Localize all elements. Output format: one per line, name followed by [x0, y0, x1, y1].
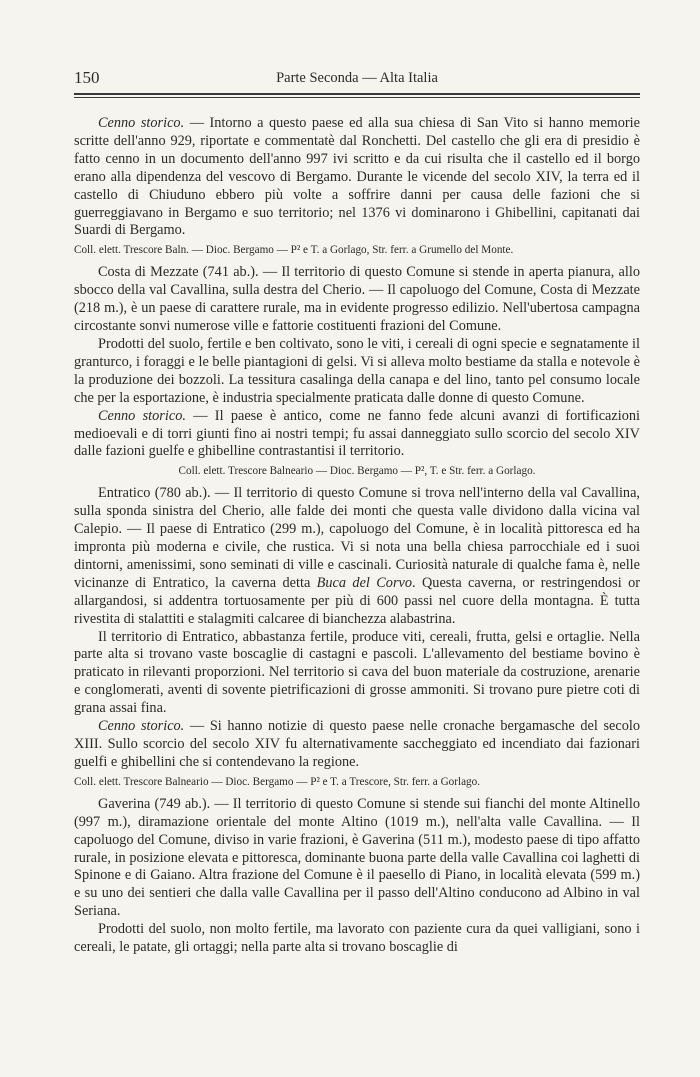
paragraph-prodotti: Prodotti del suolo, fertile e ben coltivato, sono le viti, i cereali di ogni specie e segnatamente il granturco, i foraggi e le belle piantagioni di gelsi. Vi si alleva molto bestiame da stalla e notevole è la produzione dei bozzoli. La tessitura casalinga della canapa e del lino, tanto pel consumo locale che per la esportazione, è industria specialmente praticata dalle donne di questo Comune.	[74, 335, 640, 406]
header-rule-thick	[74, 93, 640, 95]
paragraph-label: Cenno storico.	[98, 115, 185, 131]
paragraph-cenno-storico	[74, 718, 640, 772]
entry-costa-di-mezzate	[74, 264, 640, 336]
paragraph-text: — Intorno a questo paese ed alla sua chiesa di San Vito si hanno memorie scritte dell'anno 929, riportate e commentatè dal Ronchetti. Del castello che gli era di presidio è fatto cenno in un documento dell'anno 997 ivi scritto e da cui risulta che il castello ed il borgo erano alla dipendenza del vescovo di Bergamo. Durante le vicende del secolo XIV, la terra ed il castello di Chiuduno ebbero più volte a soffrire danni per causa delle fazioni che si guerreggiavano in Bergamo e suo territorio; nel 1376 vi dominarono i Ghibellini, capitanati dai Suardi di Bergamo.	[74, 115, 640, 239]
page-number: 150	[74, 68, 100, 87]
page-header	[74, 68, 640, 88]
entry-title: Costa di Mezzate	[98, 264, 199, 281]
collegio-info-line: Coll. elett. Trescore Baln. — Dioc. Bergamo — P² e T. a Gorlago, Str. ferr. a Grumello del Monte.	[74, 244, 514, 257]
paragraph-label: Cenno storico.	[98, 718, 185, 735]
paragraph-label: Cenno storico.	[98, 407, 186, 424]
paragraph-text: — Si hanno notizie di questo paese nelle cronache bergamasche del secolo XIII. Sullo scorcio del secolo XIV fu alternativamente saccheggiato ed incendiato dai fazionari guelfi e ghibellini che si contendevano la regione.	[74, 718, 640, 770]
running-title: Parte Seconda — Alta Italia	[276, 70, 438, 86]
entry-title: Gaverina	[98, 795, 151, 812]
paragraph-text: (780 ab.). — Il territorio di questo Comune si trova nell'interno della val Cavallina, sulla sponda sinistra del Cherio, alle falde dei monti che questa valle dividono dalla vicina val Calepio. — Il paese di Entratico (299 m.), capoluogo del Comune, è in località pittoresca ed ha impronta più moderna e civile, che rustica. Vi si nota una bella chiesa parrocchiale ed i suoi dintorni, amenissimi, sono seminati di ville e cascinali. Curiosità naturale di qualche fama è, nelle vicinanze di Entratico, la caverna detta	[74, 485, 640, 591]
paragraph-prodotti: Prodotti del suolo, non molto fertile, ma lavorato con paziente cura da quei valligiani, sono i cereali, le patate, gli ortaggi; nella parte alta si trovano boscaglie di	[74, 921, 640, 956]
paragraph-text-cont: . Questa caverna, or restringendosi or allargandosi, si addentra tortuosamente per più di 600 passi nel cuore della montagna. È tutta rivestita di stalattiti e stalagmiti calcaree di bianchezza alabastrina.	[74, 574, 641, 627]
header-rule-thin	[74, 97, 640, 98]
entry-entratico	[74, 485, 640, 628]
paragraph-territorio: Il territorio di Entratico, abbastanza fertile, produce viti, cereali, frutta, gelsi e ortaglie. Nella parte alta si trovano vaste boscaglie di castagni e pascoli. L'allevamento del bestiame bovino è praticato in rilevanti proporzioni. Nel territorio si cava del buon materiale da costruzione, arenarie e conglomerati, aventi di sovente pietrificazioni di grosse ammoniti. Si trovano pure pietre coti di grana assai fina.	[74, 628, 640, 717]
collegio-info-line: Coll. elett. Trescore Balneario — Dioc. Bergamo — P² e T. a Trescore, Str. ferr. a Gorlago.	[74, 775, 481, 788]
paragraph-text: — Il paese è antico, come ne fanno fede alcuni avanzi di fortificazioni medioevali e di torri giunti fino ai nostri tempi; fu assai danneggiato sullo scorcio del secolo XIV dalle fazioni guelfe e ghibelline contrastantisi il territorio.	[74, 407, 640, 460]
paragraph-text: (741 ab.). — Il territorio di questo Comune si stende in aperta pianura, allo sbocco della val Cavallina, sulla destra del Cherio. — Il capoluogo del Comune, Costa di Mezzate (218 m.), è un paese di carattere rurale, ma in evidente progresso edilizio. Nell'ubertosa campagna circostante sonvi numerose ville e fattorie costituenti frazioni del Comune.	[74, 264, 640, 335]
page-body	[74, 115, 640, 957]
entry-gaverina	[74, 796, 640, 921]
paragraph-cenno-storico	[74, 408, 640, 462]
collegio-info-line: Coll. elett. Trescore Balneario — Dioc. Bergamo — P², T. e Str. ferr. a Gorlago.	[178, 465, 536, 478]
entry-title: Entratico	[98, 485, 151, 502]
italic-term: Buca del Corvo	[316, 574, 413, 591]
paragraph-cenno-storico-chiuduno	[74, 115, 640, 240]
paragraph-text: (749 ab.). — Il territorio di questo Comune si stende sui fianchi del monte Altinello (997 m.), diramazione orientale del monte Altino (1019 m.), nell'alta valle Cavallina. — Il capoluogo del Comune, diviso in varie frazioni, è Gaverina (511 m.), modesto paese di tipo affatto rurale, in posizione elevata e pittoresca, dominante buona parte della valle Cavallina coi laghetti di Spinone e di Gaiano. Altra frazione del Comune è il paesello di Piano, in località elevata (599 m.) e su uno dei sentieri che dalla valle Cavallina per il passo dell'Altino conducono ad Albino in val Seriana.	[74, 795, 640, 920]
